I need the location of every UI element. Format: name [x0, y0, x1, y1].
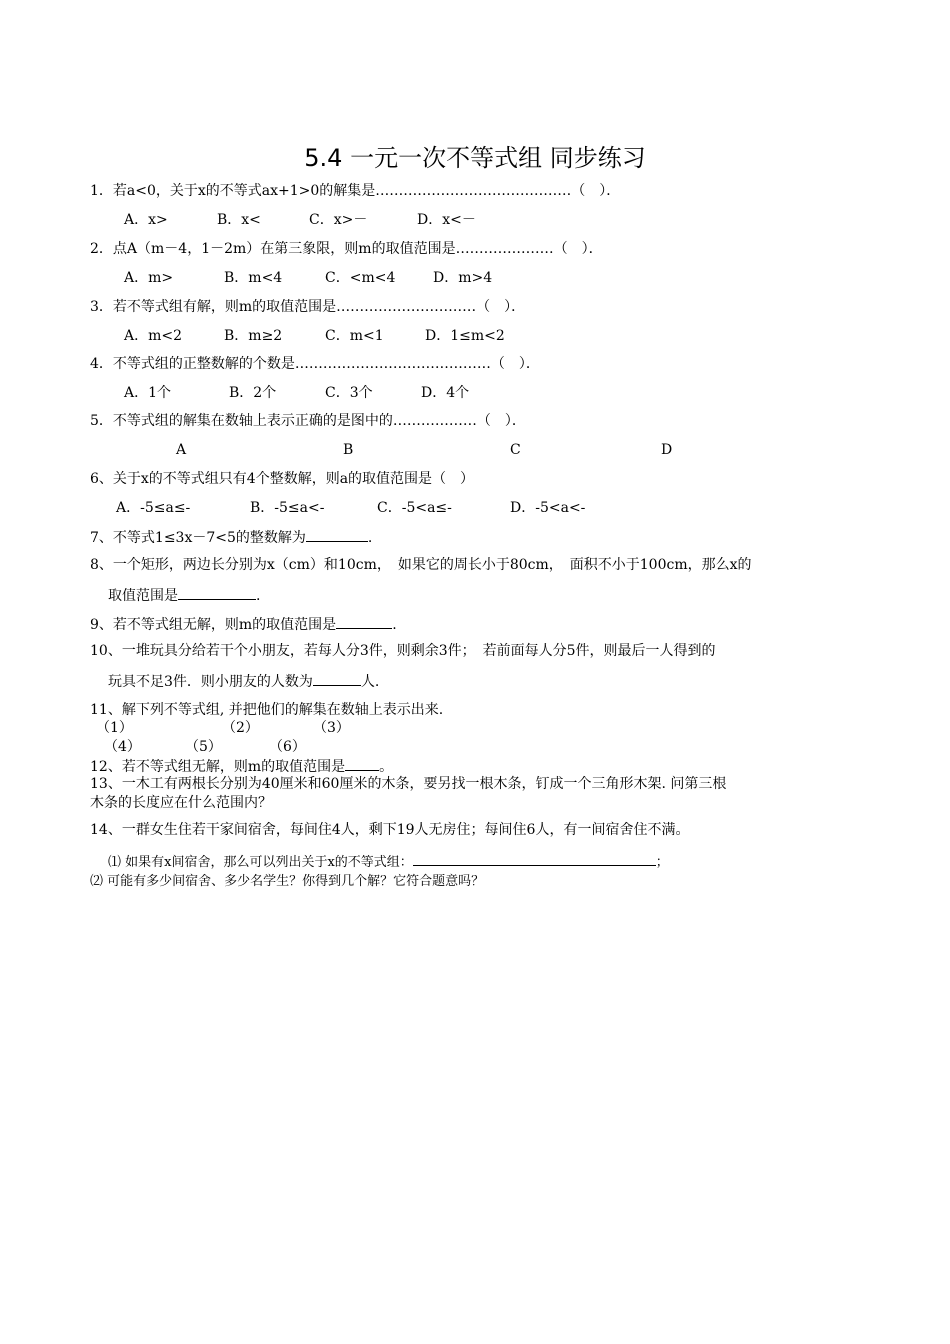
question-13-line-1: 13、一木工有两根长分别为40厘米和60厘米的木条，要另找一根木条，钉成一个三角形木架. 问第三根 — [90, 776, 727, 792]
q4-option-a: A．1个 — [124, 385, 172, 401]
question-11: 11、解下列不等式组, 并把他们的解集在数轴上表示出来. — [90, 702, 444, 718]
q2-option-c: C．<m<4 — [325, 270, 396, 286]
q3-option-c: C．m<1 — [325, 328, 384, 344]
q14-sub1-end: ； — [655, 855, 669, 870]
question-10-line-2 — [108, 671, 379, 691]
question-12 — [90, 756, 393, 776]
q12-text: 12、若不等式组无解，则m的取值范围是 — [90, 759, 346, 775]
q1-option-b: B．x< — [217, 212, 261, 228]
q11-part-6: （6） — [269, 739, 306, 755]
q8-answer-blank[interactable] — [178, 585, 256, 600]
q2-option-d: D．m>4 — [433, 270, 493, 286]
q3-option-b: B．m≥2 — [224, 328, 283, 344]
q8-end: . — [256, 588, 261, 604]
q7-answer-blank[interactable] — [306, 527, 368, 542]
q11-part-5: （5） — [185, 739, 222, 755]
q5-figure-d-label: D — [661, 442, 673, 458]
q1-option-a: A．x> — [124, 212, 168, 228]
question-14: 14、一群女生住若干家间宿舍，每间住4人，剩下19人无房住；每间住6人，有一间宿舍住不满。 — [90, 822, 690, 838]
q12-answer-blank[interactable] — [345, 756, 379, 771]
q6-option-b: B．-5≤a<- — [250, 500, 325, 516]
question-2: 2．点A（m－4，1－2m）在第三象限，则m的取值范围是…………………（ ）． — [90, 241, 603, 257]
q5-figure-b-label: B — [343, 442, 354, 458]
q6-option-c: C．-5<a≤- — [377, 500, 452, 516]
question-6: 6、关于x的不等式组只有4个整数解，则a的取值范围是（ ） — [90, 471, 475, 487]
q9-end: . — [392, 617, 397, 633]
q8-text: 取值范围是 — [108, 588, 178, 604]
q9-text: 9、若不等式组无解，则m的取值范围是 — [90, 617, 337, 633]
q7-end: . — [367, 530, 373, 546]
question-14-sub-1 — [108, 851, 669, 872]
question-4: 4．不等式组的正整数解的个数是……………………………………（ ）． — [90, 356, 540, 372]
question-13-line-2: 木条的长度应在什么范围内？ — [90, 795, 272, 811]
question-10-line-1: 10、一堆玩具分给若干个小朋友，若每人分3件，则剩余3件； 若前面每人分5件，则最后一人得到的 — [90, 643, 716, 659]
q10-text: 玩具不足3件．则小朋友的人数为 — [108, 674, 313, 690]
question-5: 5．不等式组的解集在数轴上表示正确的是图中的………………（ ）． — [90, 413, 526, 429]
q7-text: 7、不等式1≤3x－7<5的整数解为 — [90, 530, 306, 546]
q3-option-d: D．1≤m<2 — [425, 328, 505, 344]
q11-part-4: （4） — [104, 739, 141, 755]
question-3: 3．若不等式组有解，则m的取值范围是…………………………（ ）． — [90, 299, 526, 315]
q14-answer-blank[interactable] — [413, 851, 656, 866]
q6-option-a: A．-5≤a≤- — [116, 500, 191, 516]
q6-option-d: D．-5<a<- — [510, 500, 586, 516]
question-8-line-1: 8、一个矩形，两边长分别为x（cm）和10cm， 如果它的周长小于80cm， 面积不小于100cm，那么x的 — [90, 557, 752, 573]
q4-option-b: B．2个 — [229, 385, 277, 401]
q10-answer-blank[interactable] — [313, 671, 361, 686]
q10-end: 人. — [360, 674, 380, 690]
q12-end: 。 — [379, 759, 394, 775]
question-1: 1．若a<0，关于x的不等式ax+1>0的解集是……………………………………（ ）． — [90, 183, 621, 199]
q4-option-d: D．4个 — [421, 385, 470, 401]
q9-answer-blank[interactable] — [336, 614, 392, 629]
q11-part-2: （2） — [222, 720, 259, 736]
q1-option-d: D．x<－ — [417, 212, 476, 228]
q14-sub1-text: ⑴ 如果有x间宿舍，那么可以列出关于x的不等式组： — [108, 855, 413, 870]
q11-part-1: （1） — [96, 720, 133, 736]
q2-option-a: A．m> — [124, 270, 174, 286]
question-9 — [90, 614, 397, 634]
q11-part-3: （3） — [313, 720, 350, 736]
question-8-line-2 — [108, 585, 260, 605]
q3-option-a: A．m<2 — [124, 328, 183, 344]
question-14-sub-2: ⑵ 可能有多少间宿舍、多少名学生？你得到几个解？它符合题意吗？ — [90, 874, 485, 889]
question-7 — [90, 527, 372, 547]
q5-figure-a-label: A — [176, 442, 187, 458]
q4-option-c: C．3个 — [325, 385, 373, 401]
q2-option-b: B．m<4 — [224, 270, 283, 286]
q1-option-c: C．x>－ — [309, 212, 368, 228]
q5-figure-c-label: C — [510, 442, 521, 458]
page-title: 5.4 一元一次不等式组 同步练习 — [304, 144, 646, 172]
